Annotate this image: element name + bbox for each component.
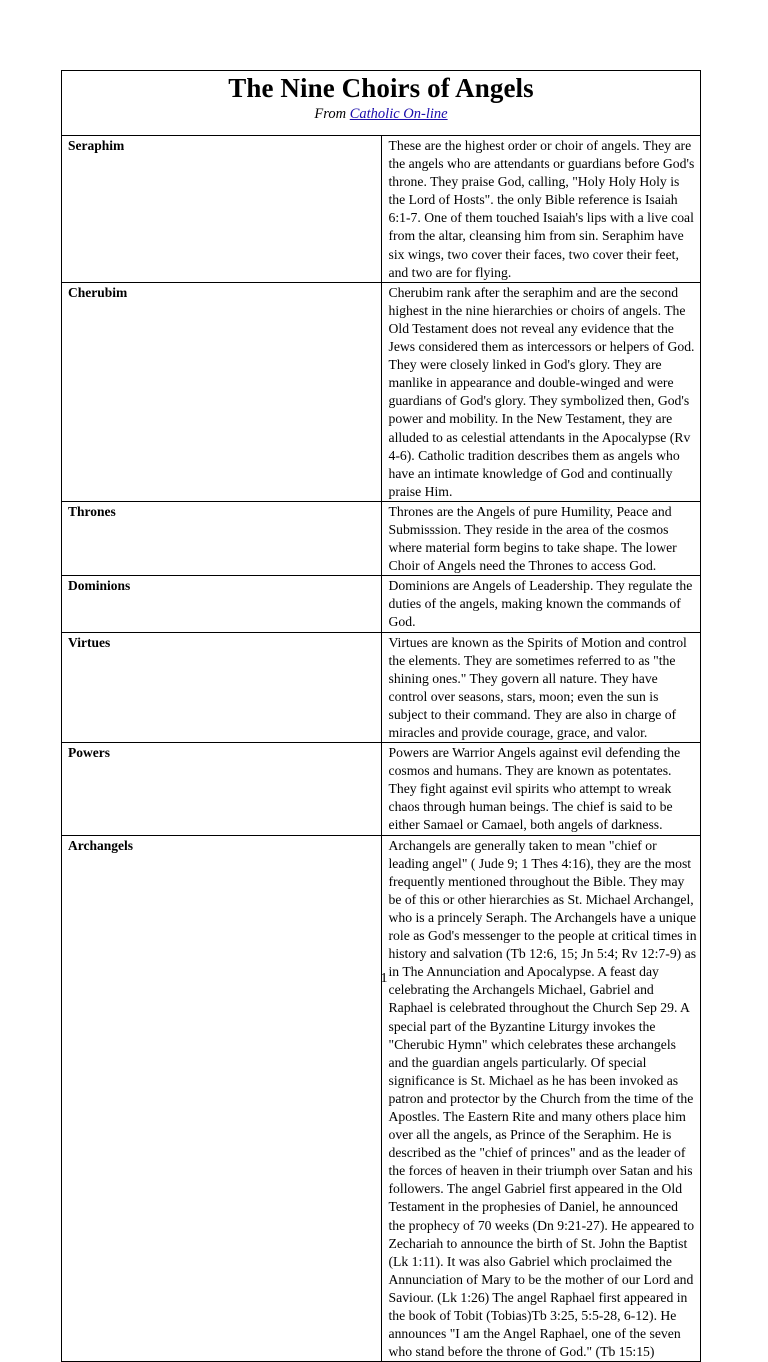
choirs-table — [61, 70, 701, 1362]
page-title: The Nine Choirs of Angels — [228, 73, 534, 103]
choir-name: Cherubim — [62, 282, 382, 501]
table-row — [62, 501, 701, 575]
choir-name: Archangels — [62, 835, 382, 1362]
choir-description: Archangels are generally taken to mean "chief or leading angel" ( Jude 9; 1 Thes 4:16), they are the most frequently mentioned throughout the Bible. They may be of this or other hierarchies as St. Michael Archangel, who is a princely Seraph. The Archangels have a unique role as God's messenger to the people at critical times in history and salvation (Tb 12:6, 15; Jn 5:4; Rv 12:7-9) as in The Annunciation and Apocalypse. A feast day celebrating the Archangels Michael, Gabriel and Raphael is celebrated throughout the Church Sep 29. A special part of the Byzantine Liturgy invokes the "Cherubic Hymn" which celebrates these archangels and the guardian angels particularly. Of special significance is St. Michael as he has been invoked as patron and protector by the Church from the time of the Apostles. The Eastern Rite and many others place him over all the angels, as Prince of the Seraphim. He is described as the "chief of princes" and as the leader of the forces of heaven in their triumph over Satan and his followers. The angel Gabriel first appeared in the Old Testament in the prophesies of Daniel, he announced the prophecy of 70 weeks (Dn 9:21-27). He appeared to Zechariah to announce the birth of St. John the Baptist (Lk 1:11). It was also Gabriel which proclaimed the Annunciation of Mary to be the mother of our Lord and Saviour. (Lk 1:26) The angel Raphael first appeared in the book of Tobit (Tobias)Tb 3:25, 5:5-28, 6-12). He announces "I am the Angel Raphael, one of the seven who stand before the throne of God." (Tb 15:15) — [381, 835, 701, 1362]
from-label: From — [314, 106, 347, 122]
table-row — [62, 835, 701, 1362]
table-row — [62, 136, 701, 283]
table-row — [62, 576, 701, 632]
choir-description: Dominions are Angels of Leadership. They regulate the duties of the angels, making known the commands of God. — [381, 576, 701, 632]
header-row — [62, 71, 701, 136]
choir-description: These are the highest order or choir of angels. They are the angels who are attendants or guardians before God's throne. They praise God, calling, "Holy Holy Holy is the Lord of Hosts". the only Bible reference is Isaiah 6:1-7. One of them touched Isaiah's lips with a live coal from the altar, cleansing him from sin. Seraphim have six wings, two cover their faces, two cover their feet, and two are for flying. — [381, 136, 701, 283]
choir-name: Virtues — [62, 632, 382, 743]
source-line — [62, 103, 700, 123]
page-number: 1 — [380, 971, 388, 986]
choir-description: Virtues are known as the Spirits of Motion and control the elements. They are sometimes referred to as "the shining ones." They govern all nature. They have control over seasons, stars, moon; even the sun is subject to their command. They are also in charge of miracles and provide courage, grace, and valor. — [381, 632, 701, 743]
table-row — [62, 632, 701, 743]
choir-description: Powers are Warrior Angels against evil defending the cosmos and humans. They are known as potentates. They fight against evil spirits who attempt to wreak chaos through human beings. The chief is said to be either Samael or Camael, both angels of darkness. — [381, 743, 701, 835]
header-cell — [62, 71, 701, 136]
choir-description: Thrones are the Angels of pure Humility, Peace and Submisssion. They reside in the area of the cosmos where material form begins to take shape. The lower Choir of Angels need the Thrones to access God. — [381, 501, 701, 575]
choir-description: Cherubim rank after the seraphim and are the second highest in the nine hierarchies or choirs of angels. The Old Testament does not reveal any evidence that the Jews considered them as intercessors or helpers of God. They were closely linked in God's glory. They are manlike in appearance and double-winged and were guardians of God's glory. They symbolized then, God's power and mobility. In the New Testament, they are alluded to as celestial attendants in the Apocalypse (Rv 4-6). Catholic tradition describes them as angels who have an intimate knowledge of God and continually praise Him. — [381, 282, 701, 501]
source-link[interactable]: Catholic On-line — [349, 106, 448, 122]
choir-name: Powers — [62, 743, 382, 835]
choir-name: Seraphim — [62, 136, 382, 283]
table-row — [62, 743, 701, 835]
choir-name: Thrones — [62, 501, 382, 575]
choir-name: Dominions — [62, 576, 382, 632]
table-row — [62, 282, 701, 501]
